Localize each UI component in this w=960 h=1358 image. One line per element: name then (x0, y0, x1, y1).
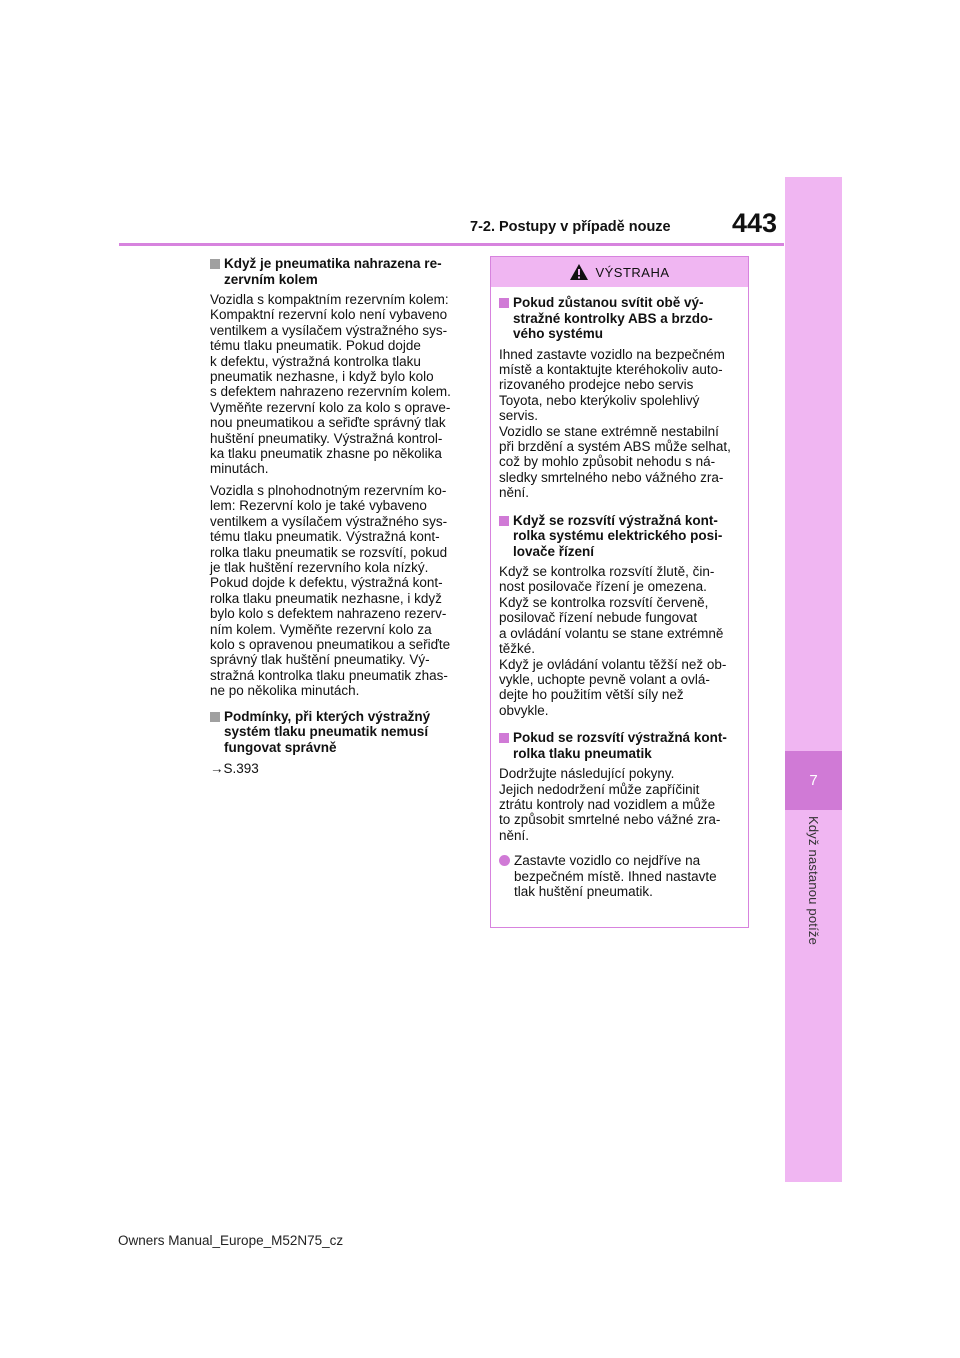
page-reference-link[interactable]: →S.393 (210, 761, 259, 777)
bullet-text: Zastavte vozidlo co nejdříve na bezpečném místě. Ihned nastavte tlak huštění pneumatik. (514, 853, 717, 899)
warning-box (490, 256, 749, 928)
warning-title: VÝSTRAHA (595, 264, 670, 280)
chapter-side-tab (785, 177, 842, 1182)
left-column (210, 256, 468, 777)
square-bullet-icon (210, 712, 220, 722)
warning-header (491, 257, 748, 287)
warning-heading-abs (499, 295, 740, 342)
paragraph-compact-spare: Vozidla s kompaktním rezervním kolem: Kompaktní rezervní kolo není vybaveno ventilkem a vysílačem výstražného sys- tému tlaku pneumatik. Pokud dojde k defektu, výstražná kontrolka tlaku pneumatik nezhasne, i když bylo kolo s defektem nahrazeno rezervním kolem. Vyměňte rezervní kolo za kolo s oprave- nou pneumatikou a seřiďte správný tlak huštění pneumatiky. Výstražná kontrol- ka tlaku pneumatik zhasne po několika minutách. (210, 292, 451, 477)
heading-spare-wheel (210, 256, 468, 287)
warning-heading-tpms (499, 730, 740, 761)
warning-triangle-icon (569, 263, 589, 281)
heading-text: Když se rozsvítí výstražná kont- rolka systému elektrického posi- lovače řízení (513, 512, 723, 559)
paragraph-full-spare: Vozidla s plnohodnotným rezervním ko- lem: Rezervní kolo je také vybaveno ventilkem a vysílačem výstražného sys- tému tlaku pneumatik. Výstražná kont- rolka tlaku pneumatik se rozsvítí, pokud je tlak huštění rezervního kola nízký. Pokud dojde k defektu, výstražná kont- rolka tlaku pneumatik nezhasne, i když bylo kolo s defektem nahrazeno rezerv- ním kolem. Vyměňte rezervní kolo za kolo s opravenou pneumatikou a seřiďte správný tlak huštění pneumatiky. Vý- stražná kontrolka tlaku pneumatik zhas- ne po několika minutách. (210, 482, 451, 699)
heading-text: Pokud zůstanou svítit obě vý- stražné kontrolky ABS a brzdo- vého systému (513, 295, 713, 341)
page-number: 443 (732, 208, 778, 238)
heading-conditions (210, 709, 468, 756)
header-rule (119, 243, 784, 246)
heading-text: Když je pneumatika nahrazena re- zervním kolem (224, 256, 442, 287)
warning-paragraph-abs: Ihned zastavte vozidlo na bezpečném místě a kontaktujte kteréhokoliv auto- rizovaného prodejce nebo servis Toyota, nebo kterýkoliv spolehlivý servis. Vozidlo se stane extrémně nestabilní při brzdění a systém ABS může selhat, což by mohlo způsobit nehodu s ná- sledky smrtelného nebo vážného zra- nění. (499, 346, 731, 501)
warning-paragraph-tpms: Dodržujte následující pokyny. Jejich nedodržení může zapříčinit ztrátu kontroly nad vozidlem a může to způsobit smrtelné nebo vážné zra- nění. (499, 766, 721, 843)
warning-bullet-item (499, 853, 740, 899)
square-bullet-icon (499, 516, 509, 526)
warning-paragraph-eps: Když se kontrolka rozsvítí žlutě, čin- nost posilovače řízení je omezena. Když se kontrolka rozsvítí červeně, posilovač řízení nebude fungovat a ovládání volantu se stane extrémně těžké. Když je ovládání volantu těžší než ob- vykle, uchopte pevně volant a ovlá- dejte ho použitím větší síly než obvykle. (499, 564, 727, 718)
chapter-title (785, 816, 842, 986)
footer-doc-id: Owners Manual_Europe_M52N75_cz (118, 1233, 344, 1248)
heading-text: Podmínky, při kterých výstražný systém tlaku pneumatik nemusí fungovat správně (224, 708, 431, 755)
circle-bullet-icon (499, 855, 510, 866)
square-bullet-icon (210, 259, 220, 269)
chapter-number: 7 (785, 751, 842, 810)
heading-text: Pokud se rozsvítí výstražná kont- rolka tlaku pneumatik (513, 730, 727, 761)
section-title: 7-2. Postupy v případě nouze (470, 219, 671, 235)
square-bullet-icon (499, 298, 509, 308)
warning-heading-eps (499, 513, 740, 560)
warning-body (491, 287, 748, 899)
square-bullet-icon (499, 733, 509, 743)
chapter-title-text: Když nastanou potíže (806, 816, 821, 946)
